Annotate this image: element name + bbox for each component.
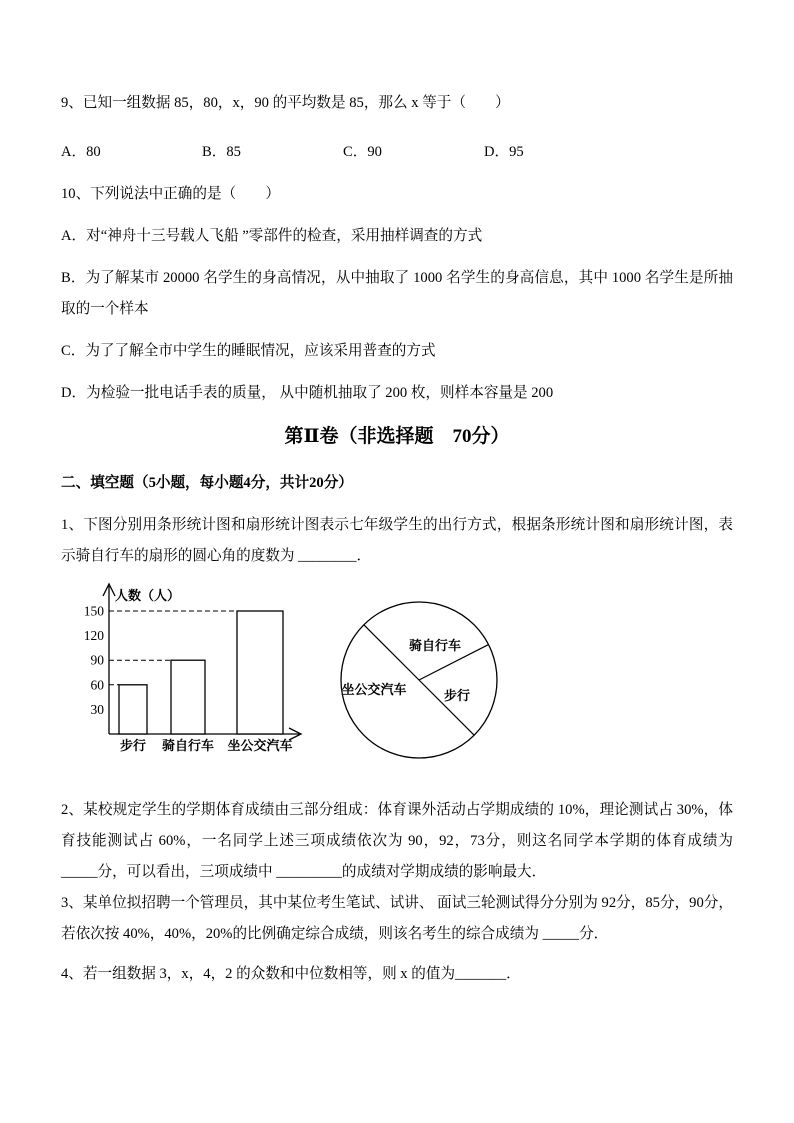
y-tick-label: 90: [90, 652, 104, 668]
fill-question-1: 1、下图分别用条形统计图和扇形统计图表示七年级学生的出行方式，根据条形统计图和扇形统计图，表示骑自行车的扇形的圆心角的度数为 ________．: [61, 517, 733, 564]
question-10-text: 10、下列说法中正确的是（ ）: [61, 186, 280, 202]
option-10-a: A．对“神舟十三号载人飞船 ”零部件的检查，采用抽样调查的方式: [61, 228, 483, 244]
fill-question-2: 2、某校规定学生的学期体育成绩由三部分组成：体育课外活动占学期成绩的 10%，理论测试占 30%，体育技能测试占 60%，一名同学上述三项成绩依次为 90，92，73分，则这名同学本学期的体育成绩为 _____分，可以看出，三项成绩中 _________的成绩对学期成绩的影响最大．: [61, 802, 733, 880]
pie-sector-label: 步行: [443, 688, 471, 703]
pie-chart: [323, 596, 515, 766]
option-10-c: C．为了了解全市中学生的睡眠情况，应该采用普查的方式: [61, 343, 436, 359]
bar: [171, 660, 205, 734]
option-9-a: A．80: [61, 144, 101, 160]
option-9-d: D．95: [484, 144, 524, 160]
statistics-figures: [67, 576, 733, 771]
bar-chart: [67, 576, 311, 771]
y-tick-label: 30: [90, 701, 104, 717]
pie-sector-label: 坐公交汽车: [341, 682, 407, 697]
fill-question-3: 3、某单位拟招聘一个管理员，其中某位考生笔试、试讲、 面试三轮测试得分分别为 92分，85分，90分，若依次按 40%，40%，20%的比例确定综合成绩，则该名考生的综合成绩为 _____分．: [61, 895, 733, 942]
bar: [237, 611, 283, 734]
question-9-options: [61, 137, 733, 168]
bar-category-label: 骑自行车: [161, 738, 215, 753]
option-9-b: B．85: [202, 144, 241, 160]
bar-category-label: 步行: [119, 738, 147, 753]
y-tick-label: 60: [90, 677, 104, 693]
pie-sector-label: 骑自行车: [408, 638, 462, 653]
option-9-c: C．90: [343, 144, 382, 160]
bar-category-label: 坐公交汽车: [227, 738, 293, 753]
y-tick-label: 150: [83, 603, 104, 619]
y-tick-label: 120: [83, 628, 104, 644]
option-10-d: D．为检验一批电话手表的质量， 从中随机抽取了 200 枚，则样本容量是 200: [61, 385, 554, 401]
option-10-b: B．为了解某市 20000 名学生的身高情况，从中抽取了 1000 名学生的身高信息，其中 1000 名学生是所抽取的一个样本: [61, 270, 733, 317]
y-axis-title: 人数（人）: [115, 588, 181, 603]
bar: [119, 685, 147, 734]
question-9-text: 9、已知一组数据 85，80，x，90 的平均数是 85，那么 x 等于（ ）: [61, 95, 510, 111]
fill-in-section-header: 二、填空题（5小题，每小题4分，共计20分）: [61, 475, 353, 491]
section-2-title: 第Ⅱ卷（非选择题 70分）: [284, 426, 510, 447]
fill-question-4: 4、若一组数据 3，x，4，2 的众数和中位数相等，则 x 的值为_______．: [61, 966, 521, 982]
